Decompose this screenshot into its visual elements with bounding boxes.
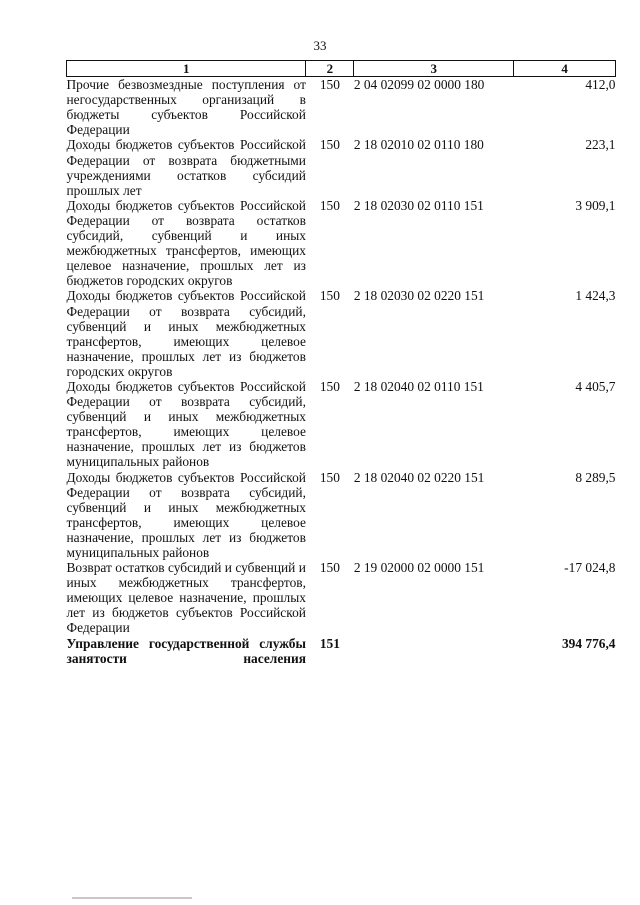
row-name: Доходы бюджетов субъектов Российской Федерации от возврата субсидий, субвенций и иных межбюджетных трансфертов, имеющих целевое назначение, прошлых лет из бюджетов муниципальных районов: [66, 378, 306, 470]
row-name: Доходы бюджетов субъектов Российской Федерации от возврата бюджетными учреждениями остатков субсидий прошлых лет: [66, 137, 306, 198]
row-admin-code: 150: [319, 378, 340, 394]
column-header-1: 1: [67, 61, 306, 77]
table-row: [67, 77, 616, 138]
column-header-3: 3: [354, 61, 514, 77]
table-row: [67, 137, 616, 197]
row-amount: 8 289,5: [575, 469, 616, 485]
row-name: Доходы бюджетов субъектов Российской Федерации от возврата остатков субсидий, субвенций и иных межбюджетных трансфертов, имеющих целевое назначение, прошлых лет из бюджетов городских округов: [66, 197, 306, 289]
row-admin-code: 150: [319, 560, 340, 576]
total-row: [67, 636, 616, 666]
row-admin-code: 150: [319, 77, 340, 93]
row-amount: 4 405,7: [575, 378, 616, 394]
total-admin-code: 151: [319, 635, 340, 651]
revenue-table: [66, 60, 616, 666]
page-number: 33: [313, 38, 327, 53]
scan-artifact: [72, 897, 192, 899]
row-budget-code: 2 18 02040 02 0110 151: [353, 378, 484, 394]
column-header-4: 4: [514, 61, 616, 77]
row-admin-code: 150: [319, 469, 340, 485]
row-amount: 3 909,1: [575, 197, 616, 213]
table-header-row: [67, 61, 616, 77]
row-name: Прочие безвозмездные поступления от негосударственных организаций в бюджеты субъектов Российской Федерации: [66, 77, 306, 138]
row-name: Возврат остатков субсидий и субвенций и иных межбюджетных трансфертов, имеющих целевое назначение, прошлых лет из бюджетов субъектов Российской Федерации: [66, 560, 306, 636]
total-amount: 394 776,4: [561, 635, 616, 651]
table-row: [67, 198, 616, 289]
row-amount: 223,1: [585, 137, 616, 153]
row-admin-code: 150: [319, 288, 340, 304]
row-budget-code: 2 18 02040 02 0220 151: [353, 469, 485, 485]
total-budget-code: [354, 636, 514, 666]
column-header-2: 2: [306, 61, 354, 77]
row-budget-code: 2 18 02030 02 0110 151: [353, 197, 484, 213]
row-budget-code: 2 18 02010 02 0110 180: [353, 137, 484, 153]
table-row: [67, 470, 616, 561]
row-name: Доходы бюджетов субъектов Российской Федерации от возврата субсидий, субвенций и иных межбюджетных трансфертов, имеющих целевое назначение, прошлых лет из бюджетов городских округов: [66, 288, 306, 379]
row-budget-code: 2 04 02099 02 0000 180: [353, 77, 485, 93]
table-row: [67, 560, 616, 635]
row-admin-code: 150: [319, 197, 340, 213]
row-budget-code: 2 19 02000 02 0000 151: [353, 560, 485, 576]
row-name: Доходы бюджетов субъектов Российской Федерации от возврата субсидий, субвенций и иных межбюджетных трансфертов, имеющих целевое назначение, прошлых лет из бюджетов муниципальных районов: [66, 469, 306, 560]
row-amount: -17 024,8: [564, 560, 616, 576]
table-row: [67, 379, 616, 470]
row-budget-code: 2 18 02030 02 0220 151: [353, 288, 485, 304]
row-amount: 1 424,3: [575, 288, 616, 304]
table-row: [67, 288, 616, 379]
row-admin-code: 150: [319, 137, 340, 153]
total-name: Управление государственной службы занятости населения: [66, 635, 306, 666]
row-amount: 412,0: [585, 77, 616, 93]
